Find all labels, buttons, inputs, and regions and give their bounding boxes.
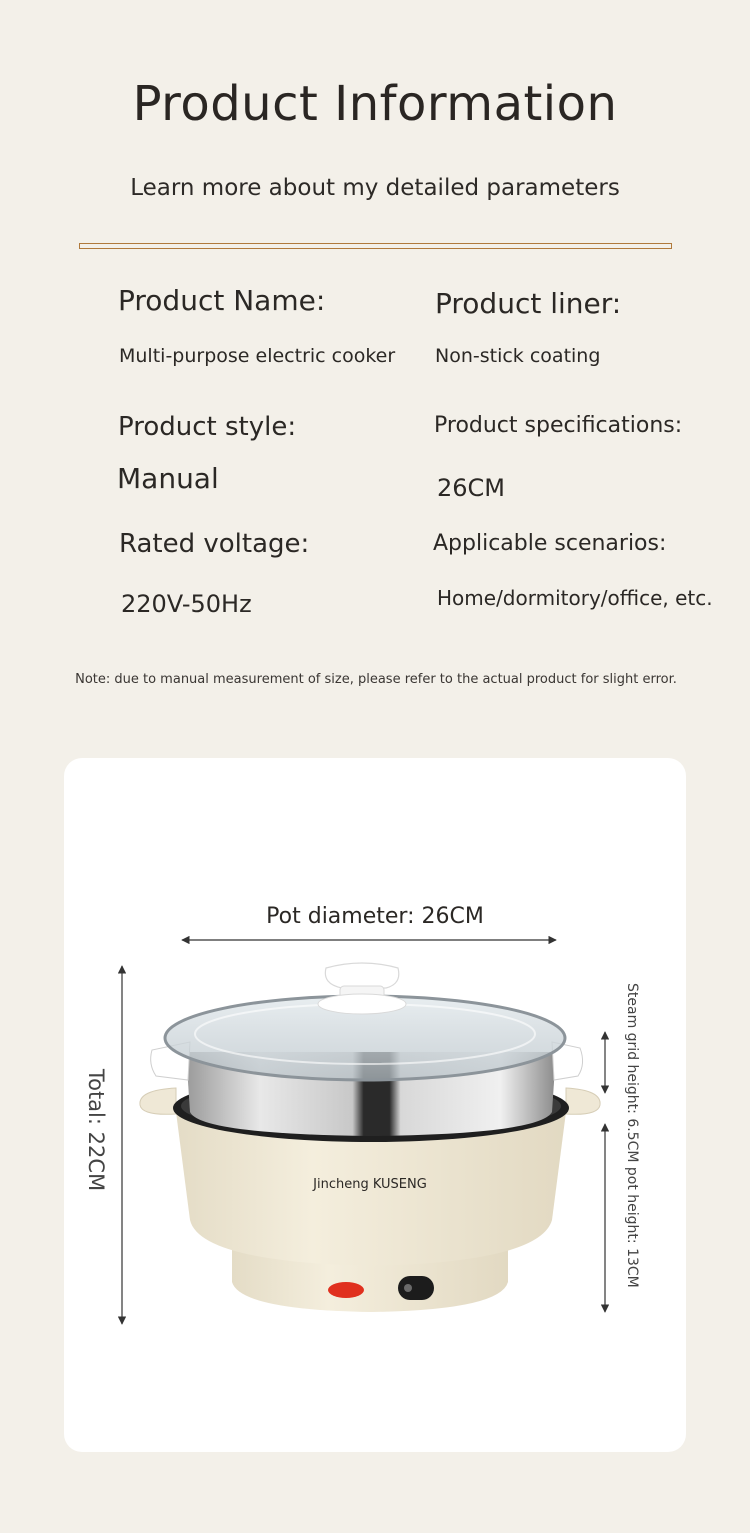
- power-switch: [398, 1276, 434, 1300]
- rated-voltage-value: 220V-50Hz: [121, 590, 252, 618]
- product-style-label: Product style:: [118, 412, 297, 442]
- left-handle: [140, 1088, 176, 1114]
- total-height-label: Total: 22CM: [84, 1068, 108, 1192]
- rated-voltage-label: Rated voltage:: [119, 529, 310, 559]
- right-handle: [566, 1088, 600, 1114]
- brand-label: Jincheng KUSENG: [313, 1177, 427, 1192]
- product-spec-value: 26CM: [437, 474, 506, 502]
- product-liner-label: Product liner:: [435, 287, 622, 320]
- applicable-scenarios-value: Home/dormitory/office, etc.: [437, 586, 713, 610]
- product-spec-label: Product specifications:: [434, 413, 683, 438]
- product-name-label: Product Name:: [118, 284, 326, 317]
- steamer-pot-height-label: Steam grid height: 6.5CM pot height: 13CM: [624, 983, 640, 1288]
- page-title: Product Information: [132, 76, 618, 132]
- product-liner-value: Non-stick coating: [435, 345, 601, 367]
- page-subtitle: Learn more about my detailed parameters: [130, 175, 620, 201]
- product-style-value: Manual: [117, 462, 219, 495]
- product-name-value: Multi-purpose electric cooker: [119, 345, 396, 367]
- applicable-scenarios-label: Applicable scenarios:: [433, 531, 667, 556]
- indicator-light: [328, 1282, 364, 1298]
- measurement-note: Note: due to manual measurement of size, please refer to the actual product for slight error.: [75, 672, 677, 687]
- lid-knob: [325, 963, 398, 988]
- diameter-label: Pot diameter: 26CM: [266, 904, 484, 929]
